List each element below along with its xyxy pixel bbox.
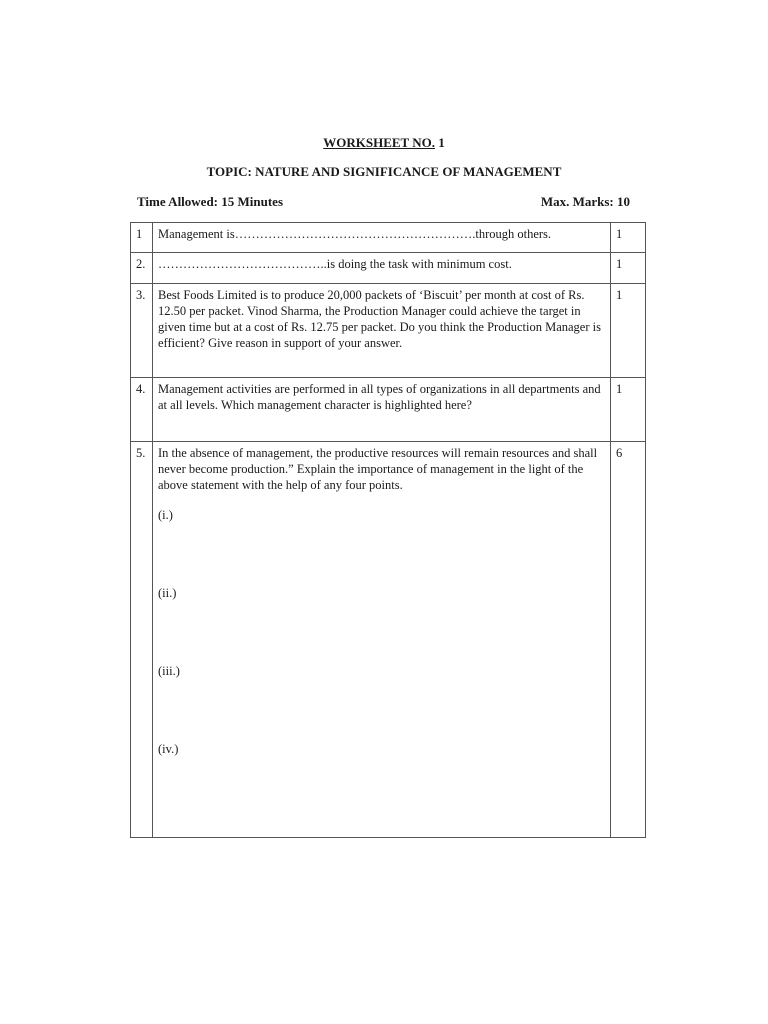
answer-point-3: (iii.)	[158, 664, 180, 678]
question-marks: 1	[611, 223, 646, 253]
answer-point-4: (iv.)	[158, 742, 179, 756]
questions-table	[130, 222, 646, 838]
max-marks: Max. Marks: 10	[540, 194, 630, 209]
question-text: Management activities are performed in all types of organizations in all departments and at all levels. Which management character is highlighted here?	[153, 378, 611, 442]
question-text: Management is………………………………………………….through others.	[153, 223, 611, 253]
time-allowed: Time Allowed: 15 Minutes	[137, 194, 284, 209]
question-text: …………………………………..is doing the task with minimum cost.	[153, 253, 611, 284]
worksheet-title-number: 1	[434, 135, 445, 150]
question-marks: 6	[611, 442, 646, 838]
question-marks: 1	[611, 284, 646, 378]
question-number: 5.	[131, 442, 153, 838]
worksheet-title	[0, 135, 768, 151]
question-marks: 1	[611, 378, 646, 442]
answer-point-1: (i.)	[158, 508, 173, 522]
question-text: In the absence of management, the productive resources will remain resources and shall never become production.” Explain the importance of management in the light of the above statement with the help of any four points.	[158, 446, 598, 492]
question-text: Best Foods Limited is to produce 20,000 packets of ‘Biscuit’ per month at cost of Rs. 12.50 per packet. Vinod Sharma, the Production Manager could achieve the target in given time but at a cost of Rs. 12.75 per packet. Do you think the Production Manager is efficient? Give reason in support of your answer.	[153, 284, 611, 378]
worksheet-topic: TOPIC: NATURE AND SIGNIFICANCE OF MANAGEMENT	[206, 164, 562, 179]
question-cell	[153, 442, 611, 838]
question-number: 4.	[131, 378, 153, 442]
worksheet-title-main: WORKSHEET NO.	[323, 135, 435, 150]
question-row-3	[131, 284, 646, 378]
question-row-5	[131, 442, 646, 838]
question-row-4	[131, 378, 646, 442]
answer-point-2: (ii.)	[158, 586, 177, 600]
question-number: 2.	[131, 253, 153, 284]
question-row-2	[131, 253, 646, 284]
question-number: 1	[131, 223, 153, 253]
question-row-1	[131, 223, 646, 253]
question-number: 3.	[131, 284, 153, 378]
question-marks: 1	[611, 253, 646, 284]
